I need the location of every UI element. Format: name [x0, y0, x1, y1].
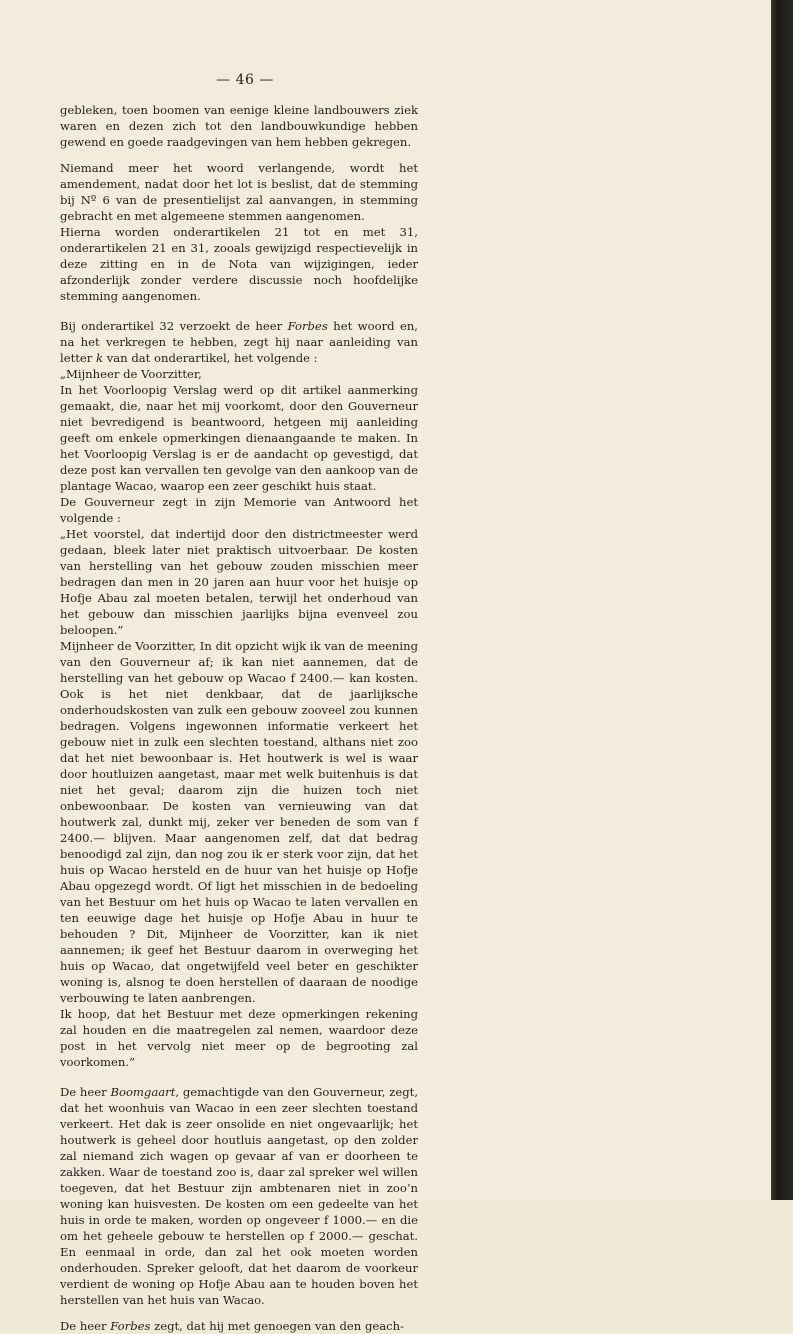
text-run: zegt, dat hij met genoegen van den geach- [150, 1319, 405, 1333]
speaker-name: Forbes [287, 319, 328, 333]
paragraph: In het Voorloopig Verslag werd op dit artikel aanmerking gemaakt, die, naar het mij voorkomt, door den Gouverneur niet bevredigend is beantwoord, hetgeen mij aanleiding geeft om enkele opmerkingen dienaangaande te maken. In het Voorloopig Verslag is er de aandacht op gevestigd, dat deze post kan vervallen ten gevolge van den aankoop van de plantage Wacao, waarop een zeer geschikt huis staat. [60, 383, 418, 493]
text-run: De heer [60, 1319, 111, 1333]
paragraph: Niemand meer het woord verlangende, wordt het amendement, nadat door het lot is beslist, dat de stemming bij Nº 6 van de presentielijst zal aanvangen, in stemming gebracht en met algemeene stemmen aangenomen. [60, 161, 418, 223]
paragraph: „Mijnheer de Voorzitter, [60, 367, 202, 381]
text-run: van dat onderartikel, het volgende : [103, 351, 318, 365]
body-text [60, 102, 418, 1334]
text-run: het woord en, na het verkregen te hebben, zegt hij naar aanleiding van letter [60, 319, 418, 365]
text-run: Bij onderartikel 32 verzoekt de heer [60, 319, 288, 333]
paragraph: De Gouverneur zegt in zijn Memorie van Antwoord het volgende : [60, 495, 418, 525]
paragraph: Mijnheer de Voorzitter, In dit opzicht wijk ik van de meening van den Gouverneur af; ik kan niet aannemen, dat de herstelling van het gebouw op Wacao f 2400.— kan kosten. Ook is het niet denkbaar, dat de jaarlijksche onderhoudskosten van zulk een gebouw zooveel zou kunnen bedragen. Volgens ingewonnen informatie verkeert het gebouw niet in zulk een slechten toestand, althans niet zoo dat het niet bewoonbaar is. Het houtwerk is wel is waar door houtluizen aangetast, maar met welk buitenhuis is dat niet het geval; daarom zijn die huizen toch niet onbewoonbaar. De kosten van vernieuwing van dat houtwerk zal, dunkt mij, zeker ver beneden de som van f 2400.— blijven. Maar aangenomen zelf, dat dat bedrag benoodigd zal zijn, dan nog zou ik er sterk voor zijn, dat het huis op Wacao hersteld en de huur van het huisje op Hofje Abau opgezegd wordt. Of ligt het misschien in de bedoeling van het Bestuur om het huis op Wacao te laten vervallen en ten eeuwige dage het huisje op Hofje Abau in huur te behouden ? Dit, Mijnheer de Voorzitter, kan ik niet aannemen; ik geef het Bestuur daarom in overweging het huis op Wacao, dat ongetwijfeld veel beter en geschikter woning is, alsnog te doen herstellen of daaraan de noodige verbouwing te laten aanbrengen. [60, 639, 418, 1005]
text-run: De heer [60, 1085, 111, 1099]
speaker-name: Forbes [110, 1319, 151, 1333]
letter-k: k [95, 351, 104, 365]
text-run: , gemachtigde van den Gouverneur, zegt, dat het woonhuis van Wacao in een zeer slechten toestand verkeert. Het dak is zeer onsolide en niet ongevaarlijk; het houtwerk is geheel door houtluis aangetast, op den zolder zal niemand zich wagen op gevaar af van er doorheen te zakken. Waar de toestand zoo is, daar zal spreker wel willen toegeven, dat het Bestuur zijn ambtenaren niet in zoo’n woning kan huisvesten. De kosten om een gedeelte van het huis in orde te maken, worden op ongeveer f 1000.— en die om het geheele gebouw te herstellen op f 2000.— geschat. En eenmaal in orde, dan zal het ook moeten worden onderhouden. Spreker gelooft, dat het daarom de voorkeur verdient de woning op Hofje Abau aan te houden boven het herstellen van het huis van Wacao. [60, 1085, 418, 1307]
paragraph [60, 1084, 418, 1308]
paragraph [60, 318, 418, 366]
paragraph: Hierna worden onderartikelen 21 tot en met 31, onderartikelen 21 en 31, zooals gewijzigd respectievelijk in deze zitting en in de Nota van wijzigingen, ieder afzonderlijk zonder verdere discussie noch hoofdelijke stemming aangenomen. [60, 225, 418, 303]
paragraph: gebleken, toen boomen van eenige kleine landbouwers ziek waren en dezen zich tot den landbouwkundige hebben gewend en goede raadgevingen van hem hebben gekregen. [60, 103, 418, 149]
page-number: — 46 — [216, 72, 274, 88]
speaker-name: Boomgaart [110, 1085, 176, 1099]
paragraph: Ik hoop, dat het Bestuur met deze opmerkingen rekening zal houden en die maatregelen zal nemen, waardoor deze post in het vervolg niet meer op de begrooting zal voorkomen.” [60, 1007, 418, 1069]
paragraph: „Het voorstel, dat indertijd door den districtmeester werd gedaan, bleek later niet praktisch uitvoerbaar. De kosten van herstelling van het gebouw zouden misschien meer bedragen dan men in 20 jaren aan huur voor het huisje op Hofje Abau zal moeten betalen, terwijl het onderhoud van het gebouw dan misschien jaarlijks bijna evenveel zou beloopen.” [60, 527, 418, 637]
scan-edge [771, 0, 793, 1200]
paragraph [60, 1318, 418, 1334]
